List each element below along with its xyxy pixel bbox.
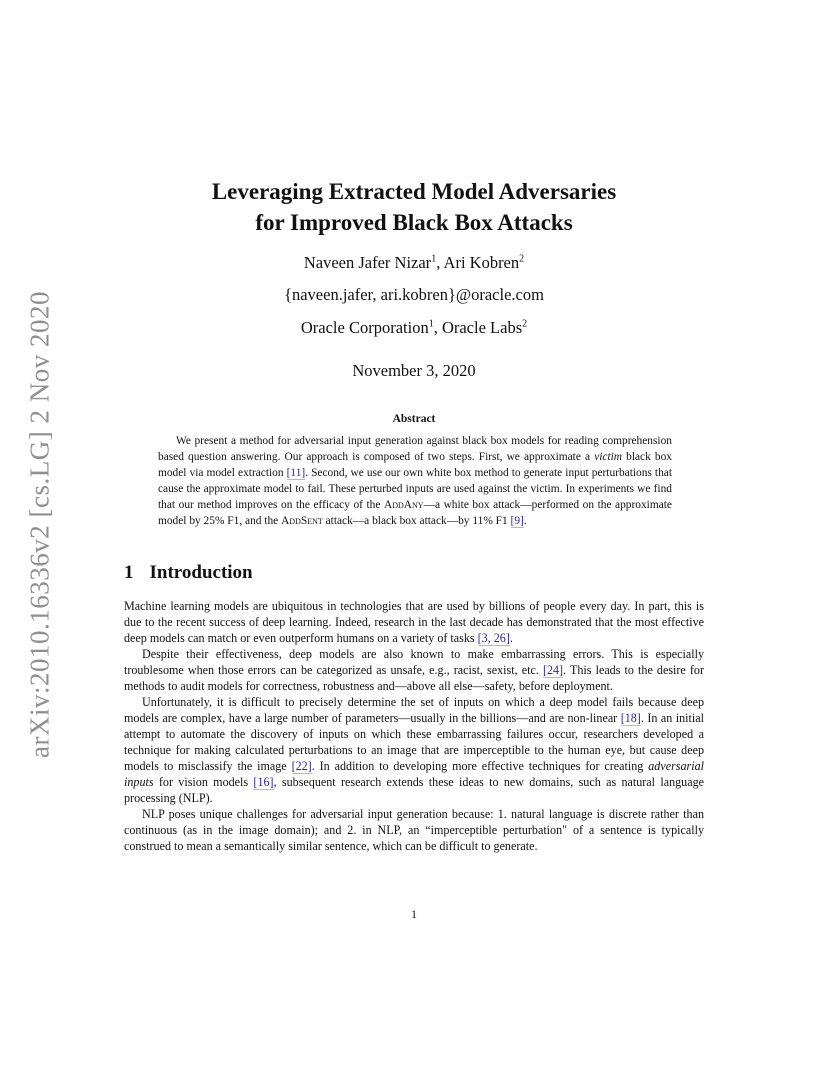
author-list (0, 253, 828, 273)
text-segment: Machine learning models are ubiquitous in technologies that are used by billions of people every day. In part, this is due to the recent success of deep learning. Indeed, research in the last decade has demonstrated that the most effective deep models can match or even outperform humans on a variety of tasks (124, 599, 704, 645)
publication-date: November 3, 2020 (352, 361, 476, 380)
title-line-1: Leveraging Extracted Model Adversaries (211, 179, 617, 204)
affiliation-name: Oracle Labs (441, 318, 523, 337)
text-segment: Despite their effectiveness, deep models are also known to make embarrassing errors. This is especially troublesome when those errors can be categorized as unsafe, e.g., racist, sexist, etc. (124, 647, 704, 677)
method-name: AddSent (281, 515, 323, 527)
text-segment: , subsequent research extends these ideas to new domains, such as natural language processing (NLP). (124, 775, 704, 805)
text-segment: for vision models (153, 775, 254, 789)
paragraph (124, 598, 704, 646)
affiliation-name: Oracle Corporation (300, 318, 429, 337)
section-number: 1 (124, 562, 134, 583)
citation-link[interactable]: [9] (510, 515, 524, 527)
abstract-segment: We present a method for adversarial input generation against black box models for reading comprehension based question answering. Our approach is composed of two steps. First, we approximate a (158, 435, 672, 463)
text-segment: Unfortunately, it is difficult to precisely determine the set of inputs on which a deep model fails because deep models are complex, have a large number of parameters—usually in the billions—and are non-linear (124, 695, 704, 725)
citation-link[interactable]: [24] (542, 663, 564, 677)
author-affil-mark: 1 (431, 253, 437, 265)
abstract-segment: . (523, 515, 527, 527)
abstract-heading: Abstract (392, 413, 436, 425)
affiliations (0, 318, 828, 338)
text-segment: NLP poses unique challenges for adversarial input generation because: 1. natural language is discrete rather than continuous (as in the image domain); and 2. in NLP, an “imperceptible perturbation" of a sentence is typically construed to mean a semantically similar sentence, which can be difficult to generate. (124, 807, 704, 853)
text-segment: . In addition to developing more effective techniques for creating (311, 759, 649, 773)
paragraph (124, 646, 704, 694)
citation-link[interactable]: [22] (291, 759, 312, 773)
citation-link[interactable]: [18] (620, 711, 641, 725)
section-heading (124, 562, 253, 584)
section-title: Introduction (149, 562, 253, 583)
author-separator: , (436, 253, 444, 272)
author-name: Naveen Jafer Nizar (303, 253, 432, 272)
method-name: AddAny (384, 499, 424, 511)
author-affil-mark: 2 (519, 253, 525, 265)
abstract-segment: attack—a black box attack—by 11% F1 (322, 515, 511, 527)
emphasis: victim (594, 451, 623, 463)
citation-link[interactable]: [16] (253, 775, 274, 789)
author-name: Ari Kobren (443, 253, 520, 272)
paragraph (124, 694, 704, 806)
arxiv-identifier: arXiv:2010.16336v2 [cs.LG] 2 Nov 2020 (24, 291, 55, 759)
emphasis: adversarial inputs (124, 759, 704, 789)
citation-link[interactable]: [3, 26] (477, 631, 510, 645)
paragraph (124, 806, 704, 854)
abstract-segment: . Second, we use our own white box method to generate input perturbations that cause the approximate model to fail. These perturbed inputs are used against the victim. In experiments we find that our method improves on the efficacy of the (158, 467, 672, 511)
abstract-text (158, 433, 672, 529)
affiliation-mark: 2 (522, 318, 528, 330)
text-segment: . This leads to the desire for methods to audit models for correctness, robustness and—above all else—safety, before deployment. (124, 663, 704, 693)
abstract-segment: black box model via model extraction (158, 451, 673, 479)
text-segment: . (509, 631, 513, 645)
text-segment: . In an initial attempt to automate the discovery of inputs on which these embarrassing failures occur, researchers developed a technique for making calculated perturbations to an image that are imperceptible to the human eye, but cause deep models to misclassify the image (124, 711, 704, 773)
affiliation-mark: 1 (428, 318, 434, 330)
citation-link[interactable]: [11] (286, 467, 306, 479)
affiliation-separator: , (433, 318, 442, 337)
paper-title (0, 176, 828, 238)
author-emails: {naveen.jafer, ari.kobren}@oracle.com (284, 285, 544, 304)
page-number: 1 (411, 907, 417, 921)
title-line-2: for Improved Black Box Attacks (255, 210, 573, 235)
section-body (124, 598, 704, 854)
abstract-segment: —a white box attack—performed on the approximate model by 25% F1, and the (158, 499, 672, 527)
